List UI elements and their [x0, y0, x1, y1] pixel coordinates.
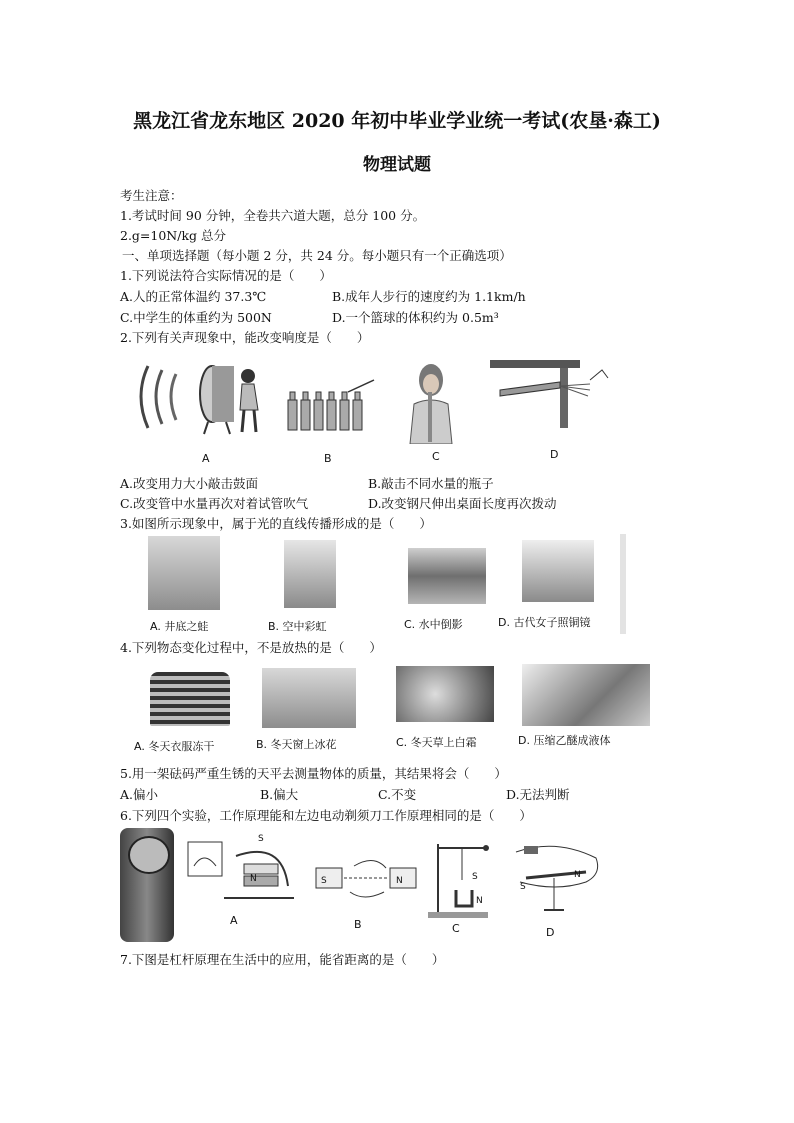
q2-label-a: A — [202, 452, 210, 465]
q6-label-d: D — [546, 926, 555, 939]
q3-caption-b: B. 空中彩虹 — [268, 620, 327, 633]
q1-option-d: D.一个篮球的体积约为 0.5m³ — [332, 310, 499, 325]
girl-blowing-figure — [400, 360, 462, 444]
q4-caption-d: D. 压缩乙醚成液体 — [518, 734, 611, 747]
q5-option-b: B.偏大 — [260, 787, 299, 802]
q2-option-b: B.敲击不同水量的瓶子 — [368, 476, 494, 491]
rainbow-image — [284, 540, 336, 608]
bronze-mirror-image — [522, 540, 594, 602]
q5-option-a: A.偏小 — [120, 787, 159, 802]
q2-label-c: C — [432, 450, 440, 463]
q6-c-mark-n: N — [476, 896, 483, 906]
q3-caption-c: C. 水中倒影 — [404, 618, 463, 631]
q5-option-d: D.无法判断 — [506, 787, 570, 802]
q6-label-b: B — [354, 918, 362, 931]
drum-figure — [130, 358, 270, 436]
water-reflection-image — [408, 548, 486, 604]
q1-stem: 1.下列说法符合实际情况的是（ ） — [120, 268, 332, 283]
q3-caption-a: A. 井底之蛙 — [150, 620, 209, 633]
q2-label-b: B — [324, 452, 332, 465]
q6-a-mark-n: N — [250, 874, 257, 884]
q2-option-c: C.改变管中水量再次对着试管吹气 — [120, 496, 309, 511]
q4-caption-b: B. 冬天窗上冰花 — [256, 738, 337, 751]
ether-compress-image — [522, 664, 650, 726]
q6-b-mark-n: N — [396, 876, 403, 886]
q6-label-c: C — [452, 922, 460, 935]
q4-stem: 4.下列物态变化过程中，不是放热的是（ ） — [120, 640, 382, 655]
notice-item-2: 2.g=10N/kg 总分 — [120, 228, 227, 243]
q6-label-a: A — [230, 914, 238, 927]
q6-d-mark-n: N — [574, 870, 581, 880]
q1-option-b: B.成年人步行的速度约为 1.1km/h — [332, 289, 526, 304]
grass-frost-image — [396, 666, 494, 722]
q6-c-mark-s: S — [472, 872, 478, 882]
q5-option-c: C.不变 — [378, 787, 417, 802]
q3-caption-d: D. 古代女子照铜镜 — [498, 616, 591, 629]
ruler-figure — [490, 360, 615, 428]
experiment-c-figure — [426, 840, 500, 920]
q1-option-c: C.中学生的体重约为 500N — [120, 310, 272, 325]
experiment-d-figure — [506, 838, 606, 918]
scan-edge — [620, 534, 626, 634]
well-frog-image — [148, 536, 220, 610]
section-heading: 一、单项选择题（每小题 2 分，共 24 分。每小题只有一个正确选项） — [122, 248, 512, 263]
q4-caption-c: C. 冬天草上白霜 — [396, 736, 477, 749]
window-frost-image — [262, 668, 356, 728]
notice-label: 考生注意： — [120, 188, 183, 203]
q6-d-mark-s: S — [520, 882, 526, 892]
q2-label-d: D — [550, 448, 559, 461]
q6-stem: 6.下列四个实验，工作原理能和左边电动剃须刀工作原理相同的是（ ） — [120, 808, 532, 823]
q4-caption-a: A. 冬天衣服冻干 — [134, 740, 215, 753]
q6-b-mark-s: S — [321, 876, 327, 886]
exam-title: 黑龙江省龙东地区 2020 年初中毕业学业统一考试(农垦·森工) — [133, 110, 661, 132]
q1-option-a: A.人的正常体温约 37.3℃ — [120, 289, 267, 304]
q5-stem: 5.用一架砝码严重生锈的天平去测量物体的质量，其结果将会（ ） — [120, 766, 507, 781]
bottles-figure — [284, 378, 376, 432]
shaver-image — [120, 828, 174, 942]
experiment-a-figure — [184, 836, 304, 910]
exam-subtitle: 物理试题 — [363, 155, 431, 175]
q2-option-d: D.改变钢尺伸出桌面长度再次拨动 — [368, 496, 557, 511]
q7-stem: 7.下图是杠杆原理在生活中的应用，能省距离的是（ ） — [120, 952, 445, 967]
q2-option-a: A.改变用力大小敲击鼓面 — [120, 476, 259, 491]
notice-item-1: 1.考试时间 90 分钟，全卷共六道大题，总分 100 分。 — [120, 208, 426, 223]
q3-stem: 3.如图所示现象中，属于光的直线传播形成的是（ ） — [120, 516, 432, 531]
sweater-image — [150, 672, 230, 726]
q2-stem: 2.下列有关声现象中，能改变响度是（ ） — [120, 330, 370, 345]
q6-a-mark-s: S — [258, 834, 264, 844]
